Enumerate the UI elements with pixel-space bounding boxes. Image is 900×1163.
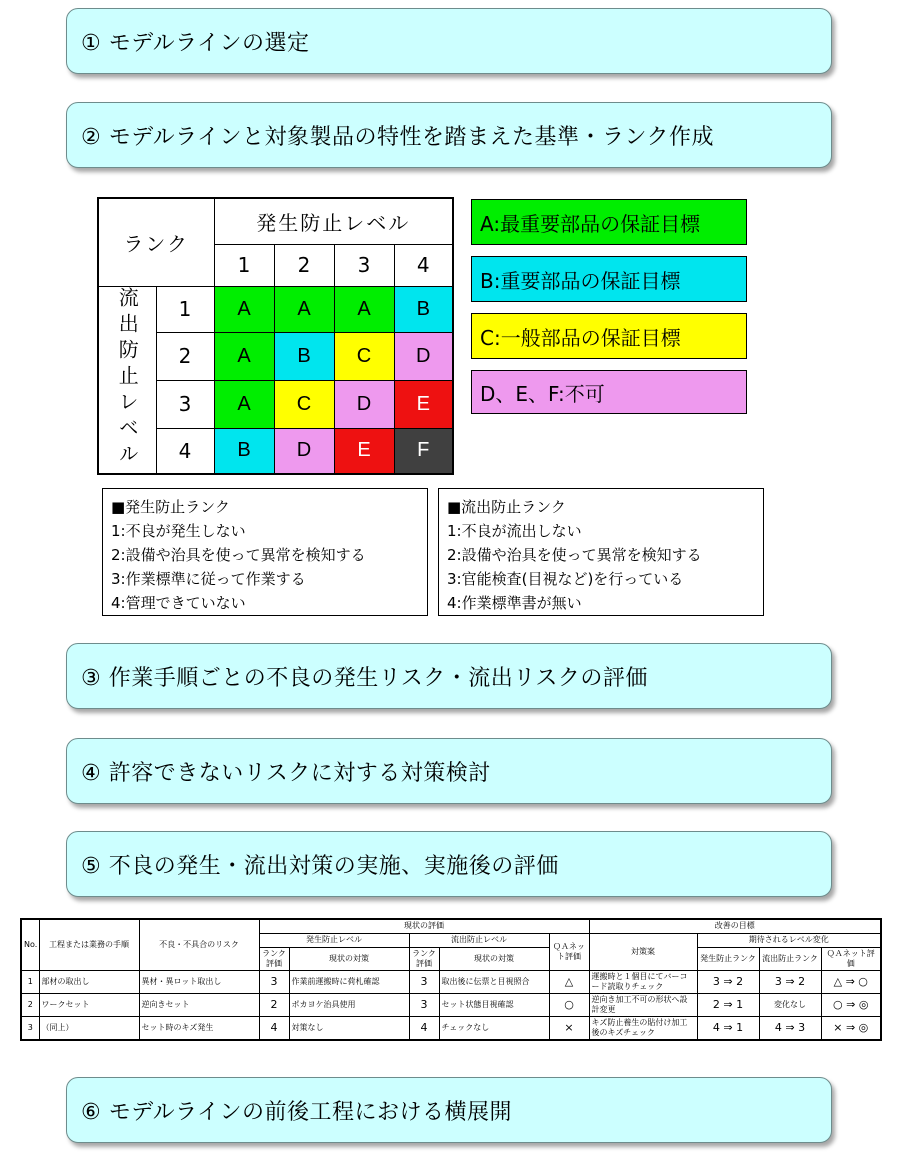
row-out-measure: チェックなし: [439, 1016, 549, 1040]
rank-cell: C: [334, 332, 394, 380]
row-out-measure: セット状態目視確認: [439, 993, 549, 1016]
row-plan: 運搬時と１個目にてバーコード読取りチェック: [589, 970, 697, 993]
generation-level-header: 発生防止レベル: [214, 198, 453, 244]
col-gen-rank-eval: ランク評価: [259, 947, 289, 970]
evaluation-table: [20, 918, 882, 1041]
col-level-1: 1: [214, 244, 274, 286]
row-no: 3: [21, 1016, 39, 1040]
col-gen-measure: 現状の対策: [289, 947, 409, 970]
step-3-box: [66, 643, 832, 709]
col-current-eval: 現状の評価: [259, 919, 589, 933]
col-gen-level: 発生防止レベル: [259, 933, 409, 947]
col-out-measure: 現状の対策: [439, 947, 549, 970]
step-4-box: [66, 738, 832, 804]
legend-d: D、E、F:不可: [471, 370, 747, 414]
row-level-3: 3: [156, 380, 214, 428]
step-6-box: [66, 1077, 832, 1143]
outflow-rank-notes: [438, 488, 764, 616]
rank-cell: A: [214, 286, 274, 332]
col-level-3: 3: [334, 244, 394, 286]
col-risk: 不良・不具合のリスク: [139, 919, 259, 970]
step-2-box: [66, 102, 832, 168]
row-gen-change: 4 ⇒ 1: [697, 1016, 759, 1040]
step-1-label: ① モデルラインの選定: [81, 30, 310, 56]
rank-cell: B: [214, 428, 274, 474]
col-out-rank: 流出防止ランク: [759, 947, 821, 970]
row-qa-change: × ⇒ ◎: [821, 1016, 881, 1040]
col-level-2: 2: [274, 244, 334, 286]
row-out: 3: [409, 993, 439, 1016]
row-gen-measure: 対策なし: [289, 1016, 409, 1040]
col-no: No.: [21, 919, 39, 970]
row-no: 2: [21, 993, 39, 1016]
legend-c: C:一般部品の保証目標: [471, 313, 747, 359]
rank-cell: E: [334, 428, 394, 474]
rank-cell: D: [334, 380, 394, 428]
rank-cell: E: [394, 380, 453, 428]
col-process: 工程または業務の手順: [39, 919, 139, 970]
row-out: 4: [409, 1016, 439, 1040]
row-gen: 3: [259, 970, 289, 993]
table-row: [21, 970, 881, 993]
row-gen-change: 2 ⇒ 1: [697, 993, 759, 1016]
row-no: 1: [21, 970, 39, 993]
rank-cell: A: [214, 332, 274, 380]
rank-cell: A: [334, 286, 394, 332]
row-qa: ×: [549, 1016, 589, 1040]
notes-title: ■流出防止ランク: [447, 498, 566, 516]
row-process: ワークセット: [39, 993, 139, 1016]
col-improve-target: 改善の目標: [589, 919, 881, 933]
row-qa: △: [549, 970, 589, 993]
rank-corner: ランク: [98, 198, 214, 286]
row-plan: キズ防止養生の貼付け加工後のキズチェック: [589, 1016, 697, 1040]
rank-matrix: [97, 197, 454, 475]
row-gen-measure: 作業前運搬時に荷札確認: [289, 970, 409, 993]
col-qa: ＱＡネット評価: [549, 933, 589, 970]
col-level-4: 4: [394, 244, 453, 286]
rank-cell: A: [274, 286, 334, 332]
row-level-2: 2: [156, 332, 214, 380]
step-4-label: ④ 許容できないリスクに対する対策検討: [81, 760, 491, 786]
notes-item: 2:設備や治具を使って異常を検知する: [111, 546, 366, 564]
step-5-box: [66, 831, 832, 897]
row-risk: セット時のキズ発生: [139, 1016, 259, 1040]
rank-cell: D: [274, 428, 334, 474]
col-gen-rank: 発生防止ランク: [697, 947, 759, 970]
col-out-rank-eval: ランク評価: [409, 947, 439, 970]
col-plan: 対策案: [589, 933, 697, 970]
step-3-label: ③ 作業手順ごとの不良の発生リスク・流出リスクの評価: [81, 665, 648, 691]
rank-cell: A: [214, 380, 274, 428]
row-qa-change: △ ⇒ ○: [821, 970, 881, 993]
notes-item: 2:設備や治具を使って異常を検知する: [447, 546, 702, 564]
row-level-1: 1: [156, 286, 214, 332]
row-gen: 4: [259, 1016, 289, 1040]
rank-cell: C: [274, 380, 334, 428]
notes-item: 3:官能検査(目視など)を行っている: [447, 570, 684, 588]
step-2-label: ② モデルラインと対象製品の特性を踏まえた基準・ランク作成: [81, 124, 715, 150]
step-6-label: ⑥ モデルラインの前後工程における横展開: [81, 1099, 512, 1125]
row-risk: 逆向きセット: [139, 993, 259, 1016]
notes-item: 1:不良が発生しない: [111, 522, 246, 540]
row-out-change: 3 ⇒ 2: [759, 970, 821, 993]
row-plan: 逆向き加工不可の形状へ設計変更: [589, 993, 697, 1016]
row-qa-change: ○ ⇒ ◎: [821, 993, 881, 1016]
col-out-level: 流出防止レベル: [409, 933, 549, 947]
generation-rank-notes: [102, 488, 428, 616]
table-row: [21, 1016, 881, 1040]
row-process: 部材の取出し: [39, 970, 139, 993]
row-risk: 異材・異ロット取出し: [139, 970, 259, 993]
step-1-box: [66, 8, 832, 74]
notes-item: 3:作業標準に従って作業する: [111, 570, 306, 588]
rank-cell: D: [394, 332, 453, 380]
row-out-change: 4 ⇒ 3: [759, 1016, 821, 1040]
row-gen: 2: [259, 993, 289, 1016]
outflow-level-text: 流出防止レベル: [115, 286, 140, 469]
notes-title: ■発生防止ランク: [111, 498, 230, 516]
legend-b: B:重要部品の保証目標: [471, 256, 747, 302]
row-out: 3: [409, 970, 439, 993]
row-process: （同上）: [39, 1016, 139, 1040]
notes-item: 4:作業標準書が無い: [447, 594, 582, 612]
row-out-measure: 取出後に伝票と目視照合: [439, 970, 549, 993]
rank-cell: F: [394, 428, 453, 474]
notes-item: 1:不良が流出しない: [447, 522, 582, 540]
step-5-label: ⑤ 不良の発生・流出対策の実施、実施後の評価: [81, 853, 559, 879]
outflow-level-header: [98, 286, 156, 474]
row-level-4: 4: [156, 428, 214, 474]
col-qa-eval: ＱＡネット評価: [821, 947, 881, 970]
legend-a: A:最重要部品の保証目標: [471, 199, 747, 245]
row-out-change: 変化なし: [759, 993, 821, 1016]
row-gen-change: 3 ⇒ 2: [697, 970, 759, 993]
rank-cell: B: [274, 332, 334, 380]
row-qa: ○: [549, 993, 589, 1016]
notes-item: 4:管理できていない: [111, 594, 246, 612]
rank-cell: B: [394, 286, 453, 332]
row-gen-measure: ポカヨケ治具使用: [289, 993, 409, 1016]
col-expected-change: 期待されるレベル変化: [697, 933, 881, 947]
table-row: [21, 993, 881, 1016]
